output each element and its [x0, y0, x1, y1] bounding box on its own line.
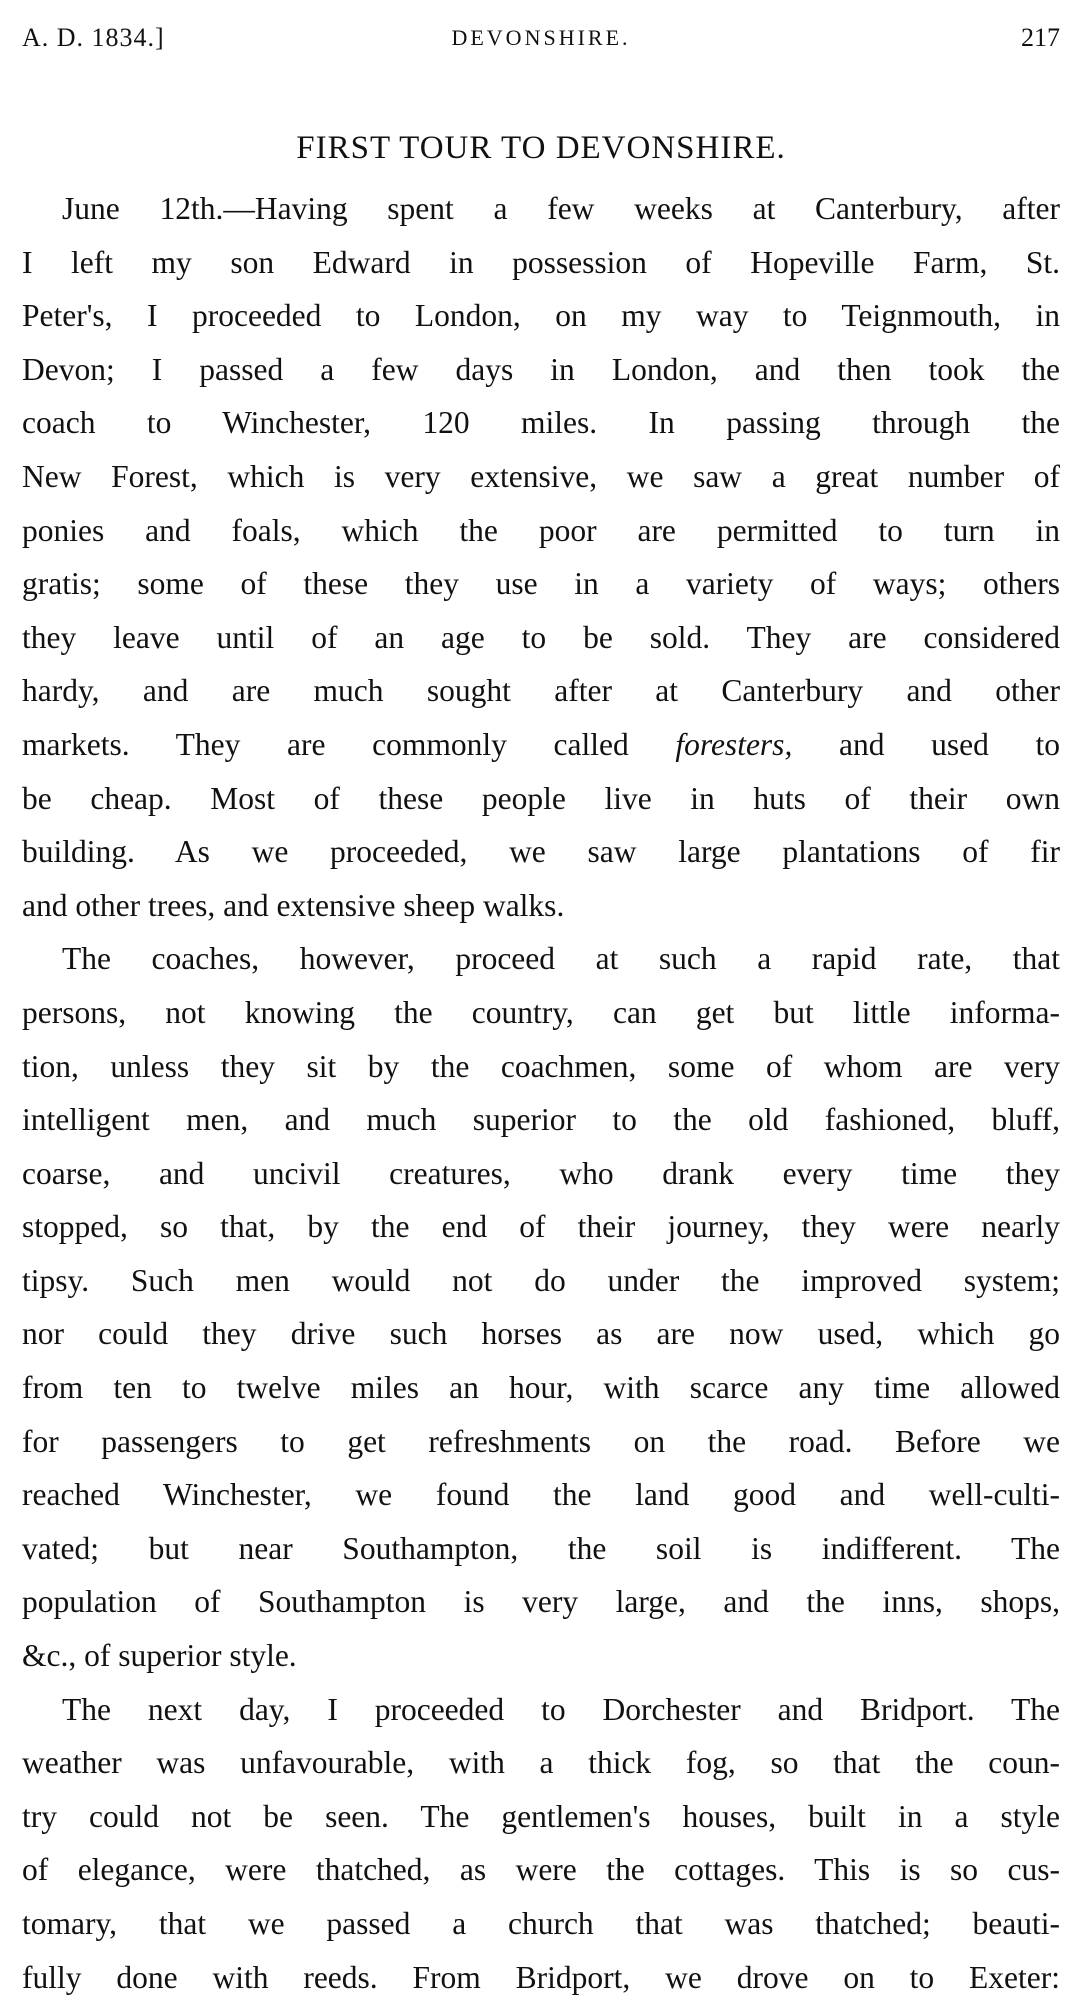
- text-line: try could not be seen. The gentlemen's houses, built in a style: [22, 1798, 1060, 1834]
- text-line: stopped, so that, by the end of their journey, they were nearly: [22, 1209, 1060, 1245]
- text-line: intelligent men, and much superior to the old fashioned, bluff,: [22, 1102, 1060, 1138]
- text-line: Devon; I passed a few days in London, and then took the: [22, 351, 1060, 387]
- text-line: population of Southampton is very large, and the inns, shops,: [22, 1584, 1060, 1620]
- chapter-title: FIRST TOUR TO DEVONSHIRE.: [296, 130, 786, 166]
- text-line: tipsy. Such men would not do under the improved system;: [22, 1262, 1060, 1298]
- text-segment: markets. They are commonly called: [22, 726, 676, 762]
- text-line: June 12th.—Having spent a few weeks at Canterbury, after: [62, 191, 1060, 226]
- book-page: [22, 18, 1060, 2004]
- text-line: persons, not knowing the country, can get but little informa-: [22, 994, 1060, 1030]
- text-line: building. As we proceeded, we saw large plantations of fir: [22, 834, 1060, 870]
- text-segment: and used to: [792, 726, 1060, 762]
- text-line: &c., of superior style.: [22, 1638, 297, 1674]
- text-line: I left my son Edward in possession of Hopeville Farm, St.: [22, 244, 1060, 280]
- text-line: weather was unfavourable, with a thick fog, so that the coun-: [22, 1745, 1060, 1781]
- text-line: Peter's, I proceeded to London, on my way to Teignmouth, in: [22, 298, 1060, 334]
- text-line: they leave until of an age to be sold. They are considered: [22, 619, 1060, 655]
- text-line: The coaches, however, proceed at such a rapid rate, that: [62, 941, 1060, 977]
- text-line: from ten to twelve miles an hour, with scarce any time allowed: [22, 1370, 1060, 1406]
- text-line: for passengers to get refreshments on the road. Before we: [22, 1423, 1060, 1459]
- text-line: of elegance, were thatched, as were the cottages. This is so cus-: [22, 1852, 1060, 1888]
- text-line: tomary, that we passed a church that was thatched; beauti-: [22, 1906, 1060, 1941]
- running-head-title: DEVONSHIRE.: [451, 25, 631, 50]
- text-line: New Forest, which is very extensive, we saw a great number of: [22, 458, 1060, 494]
- text-line: coach to Winchester, 120 miles. In passing through the: [22, 405, 1060, 441]
- text-line: fully done with reeds. From Bridport, we drove on to Exeter:: [22, 1959, 1060, 1995]
- text-line: coarse, and uncivil creatures, who drank every time they: [22, 1155, 1060, 1191]
- italic-word: foresters,: [675, 726, 793, 762]
- text-line: tion, unless they sit by the coachmen, some of whom are very: [22, 1048, 1060, 1084]
- text-line: and other trees, and extensive sheep walks.: [22, 887, 565, 923]
- text-line: be cheap. Most of these people live in huts of their own: [22, 780, 1060, 816]
- running-head-date: A. D. 1834.]: [22, 23, 165, 52]
- text-line: reached Winchester, we found the land good and well-culti-: [22, 1477, 1060, 1513]
- body-text: [22, 182, 1060, 2004]
- text-line: gratis; some of these they use in a variety of ways; others: [22, 566, 1060, 602]
- paragraph-2: [22, 932, 1060, 1682]
- text-line: vated; but near Southampton, the soil is indifferent. The: [22, 1530, 1060, 1566]
- paragraph-3: [22, 1683, 1060, 2004]
- text-line: hardy, and are much sought after at Canterbury and other: [22, 673, 1060, 709]
- paragraph-1: [22, 182, 1060, 932]
- text-line: ponies and foals, which the poor are permitted to turn in: [22, 512, 1060, 548]
- text-line: nor could they drive such horses as are now used, which go: [22, 1316, 1060, 1352]
- text-line: The next day, I proceeded to Dorchester and Bridport. The: [62, 1691, 1060, 1727]
- running-head: [22, 18, 1060, 58]
- page-number: 217: [1021, 23, 1060, 52]
- text-line-with-italic: [22, 718, 1060, 772]
